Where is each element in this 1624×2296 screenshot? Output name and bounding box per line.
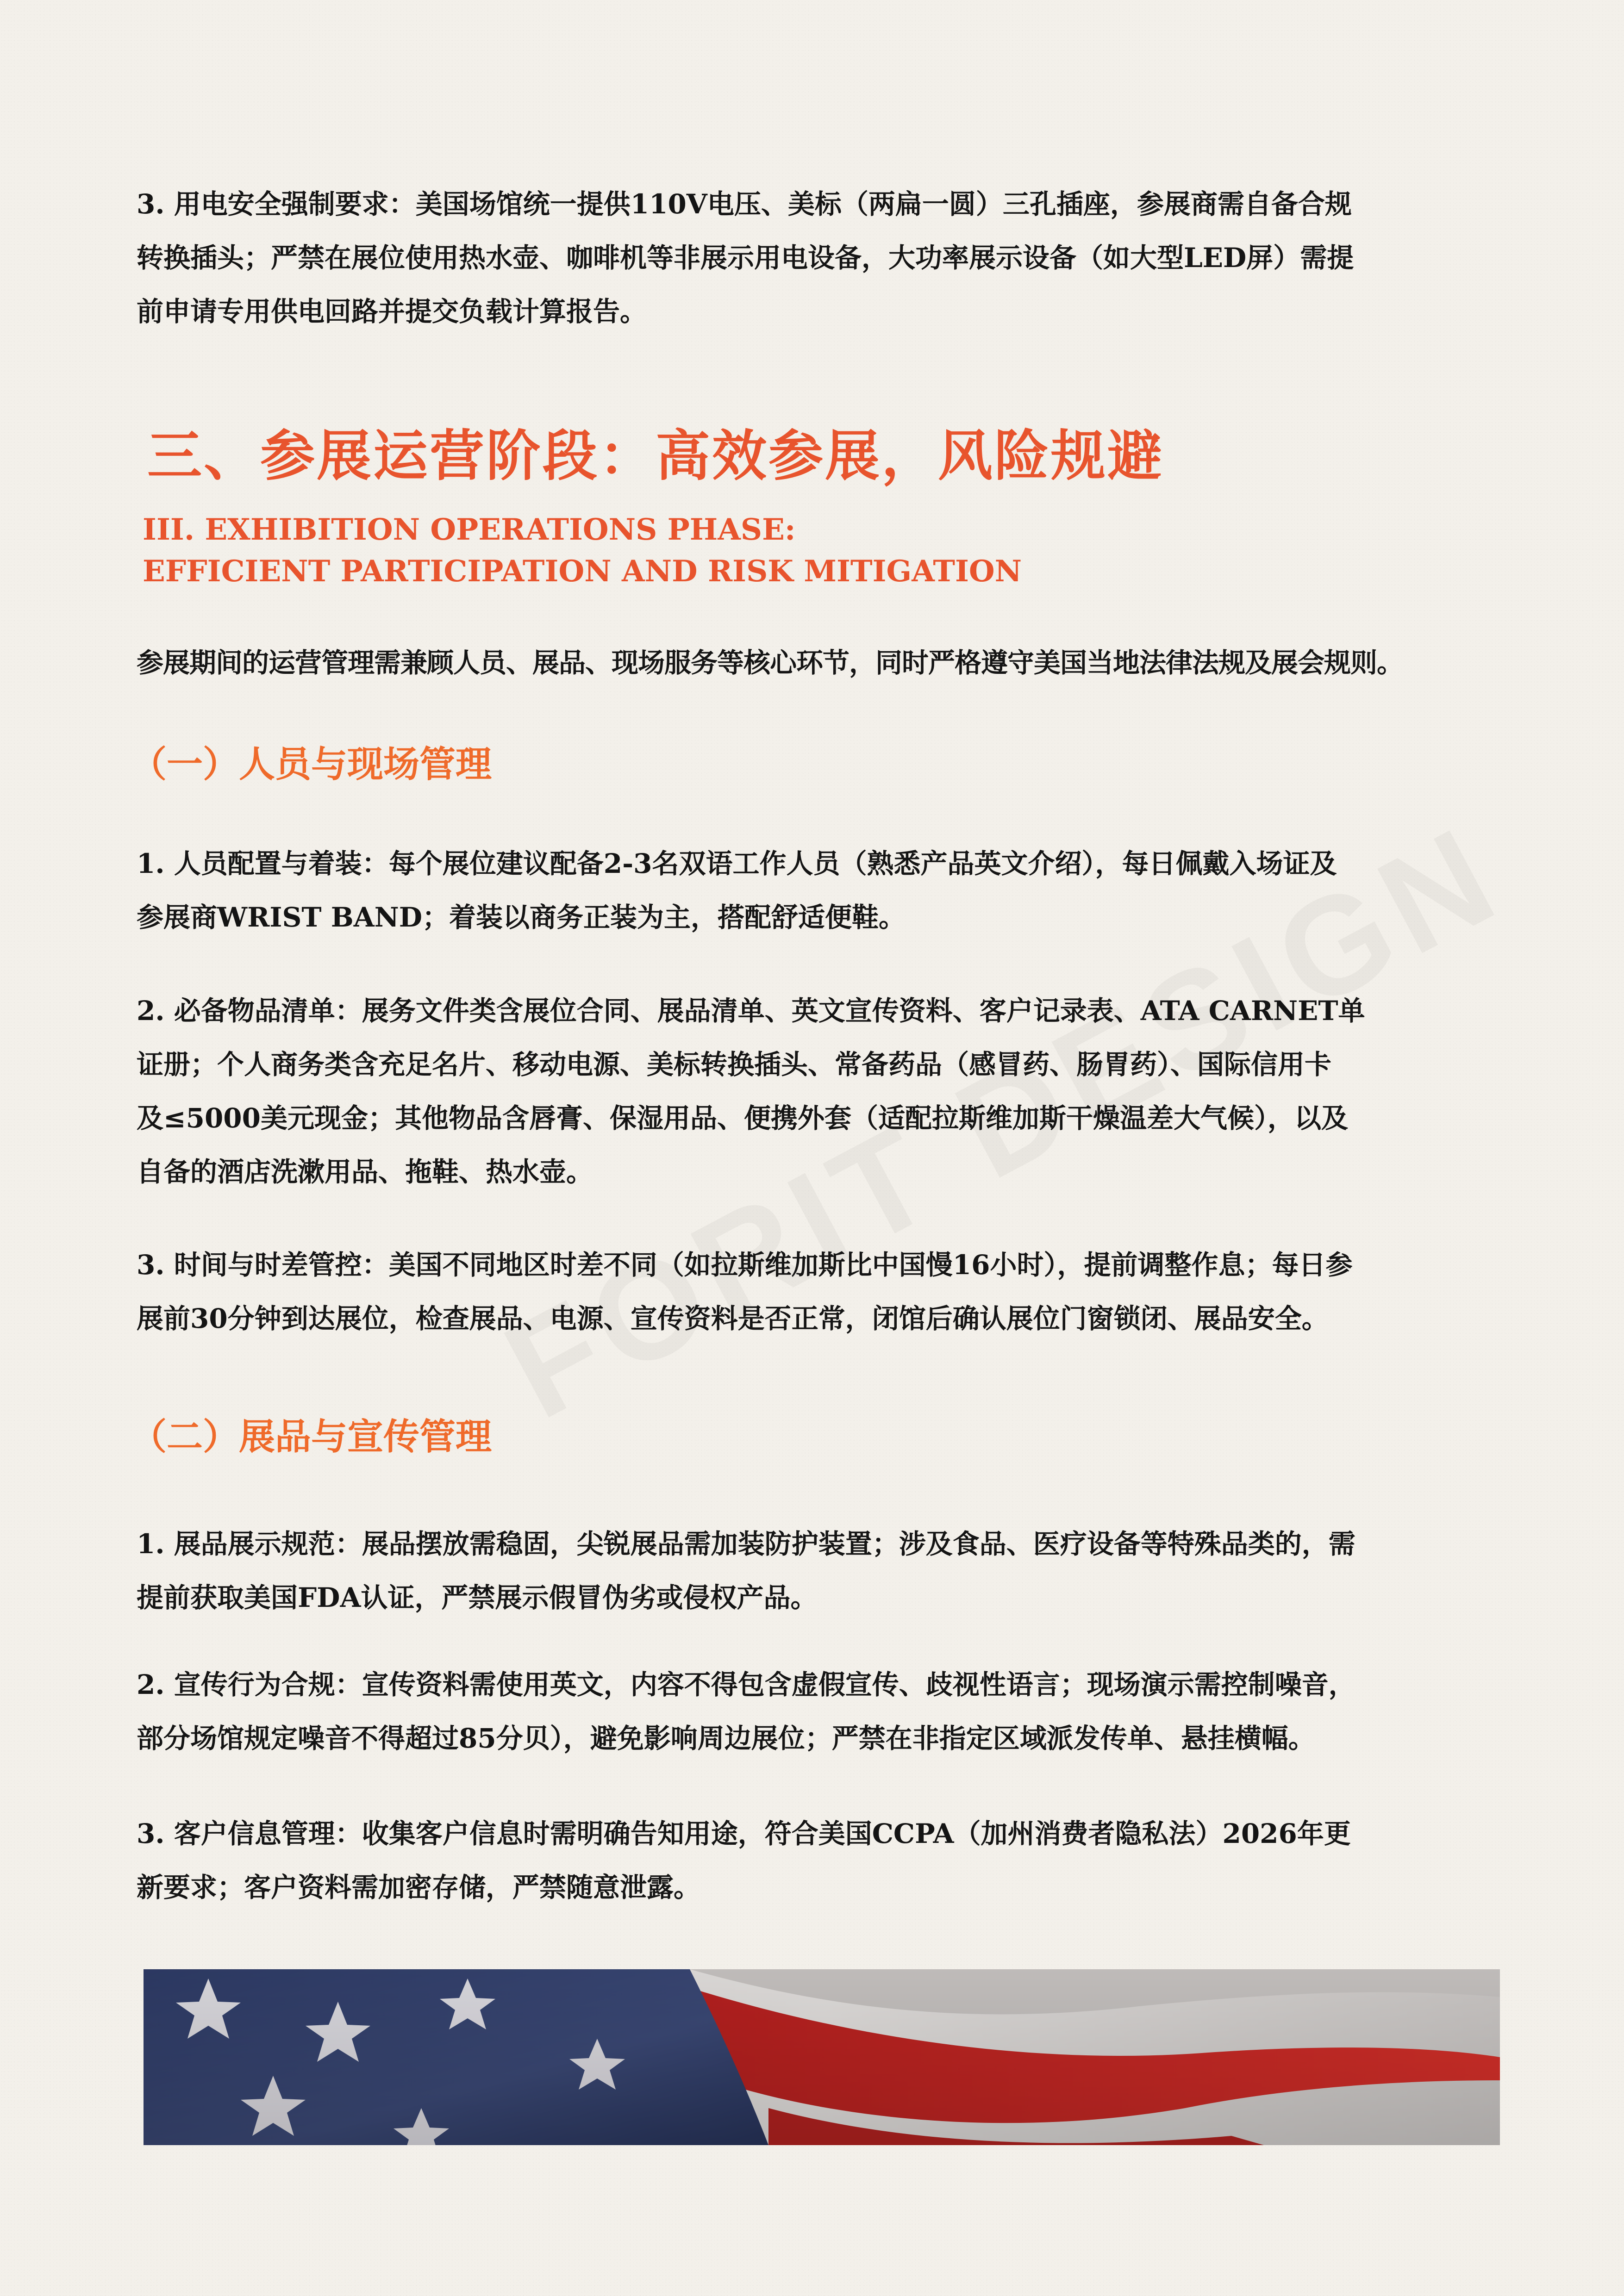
paragraph-line: 参展期间的运营管理需兼顾人员、展品、现场服务等核心环节，同时严格遵守美国当地法律法规及展会规则。 xyxy=(137,647,1404,678)
exhibits-item-2 xyxy=(137,1658,1507,1765)
american-flag-photo xyxy=(144,1969,1500,2145)
paragraph-line: 自备的酒店洗漱用品、拖鞋、热水壶。 xyxy=(137,1156,593,1188)
title-en-line: III. EXHIBITION OPERATIONS PHASE: xyxy=(143,512,796,547)
personnel-item-1 xyxy=(137,837,1507,944)
paragraph-line: 1. 人员配置与着装：每个展位建议配备2-3名双语工作人员（熟悉产品英文介绍），每日佩戴入场证及 xyxy=(137,848,1337,879)
paragraph-line: 3. 用电安全强制要求：美国场馆统一提供110V电压、美标（两扁一圆）三孔插座，参展商需自备合规 xyxy=(137,188,1352,220)
electrical-safety-paragraph xyxy=(137,177,1507,338)
personnel-item-3 xyxy=(137,1238,1507,1345)
paragraph-line: 参展商WRIST BAND；着装以商务正装为主，搭配舒适便鞋。 xyxy=(137,902,906,933)
exhibits-item-1 xyxy=(137,1517,1507,1624)
paragraph-line: 2. 必备物品清单：展务文件类含展位合同、展品清单、英文宣传资料、客户记录表、ATA CARNET单 xyxy=(137,995,1365,1027)
personnel-item-2 xyxy=(137,984,1507,1199)
paragraph-line: 新要求；客户资料需加密存储，严禁随意泄露。 xyxy=(137,1872,701,1903)
paragraph-line: 1. 展品展示规范：展品摆放需稳固，尖锐展品需加装防护装置；涉及食品、医疗设备等特殊品类的，需 xyxy=(137,1528,1355,1560)
paragraph-line: 3. 时间与时差管控：美国不同地区时差不同（如拉斯维加斯比中国慢16小时），提前调整作息；每日参 xyxy=(137,1249,1353,1281)
paragraph-line: 部分场馆规定噪音不得超过85分贝），避免影响周边展位；严禁在非指定区域派发传单、悬挂横幅。 xyxy=(137,1723,1315,1754)
paragraph-line: 2. 宣传行为合规：宣传资料需使用英文，内容不得包含虚假宣传、歧视性语言；现场演示需控制噪音， xyxy=(137,1669,1355,1700)
paragraph-line: 展前30分钟到达展位，检查展品、电源、宣传资料是否正常，闭馆后确认展位门窗锁闭、展品安全。 xyxy=(137,1303,1329,1334)
section-title-en xyxy=(143,509,1022,592)
section-intro xyxy=(137,636,1507,690)
flag-icon xyxy=(144,1969,1500,2145)
paragraph-line: 提前获取美国FDA认证，严禁展示假冒伪劣或侵权产品。 xyxy=(137,1582,818,1613)
subsection-heading-exhibits: （二）展品与宣传管理 xyxy=(131,1416,492,1458)
paragraph-line: 证册；个人商务类含充足名片、移动电源、美标转换插头、常备药品（感冒药、肠胃药）、国际信用卡 xyxy=(137,1049,1332,1080)
paragraph-line: 3. 客户信息管理：收集客户信息时需明确告知用途，符合美国CCPA（加州消费者隐私法）2026年更 xyxy=(137,1818,1351,1849)
exhibits-item-3 xyxy=(137,1807,1507,1914)
paragraph-line: 前申请专用供电回路并提交负载计算报告。 xyxy=(137,296,647,327)
paragraph-line: 转换插头；严禁在展位使用热水壶、咖啡机等非展示用电设备，大功率展示设备（如大型LED屏）需提 xyxy=(137,242,1354,274)
subsection-heading-personnel: （一）人员与现场管理 xyxy=(131,743,492,785)
section-title-cn: 三、参展运营阶段：高效参展，风险规避 xyxy=(147,423,1164,488)
title-en-line: EFFICIENT PARTICIPATION AND RISK MITIGATION xyxy=(143,554,1022,589)
paragraph-line: 及≤5000美元现金；其他物品含唇膏、保湿用品、便携外套（适配拉斯维加斯干燥温差大气候），以及 xyxy=(137,1102,1349,1134)
